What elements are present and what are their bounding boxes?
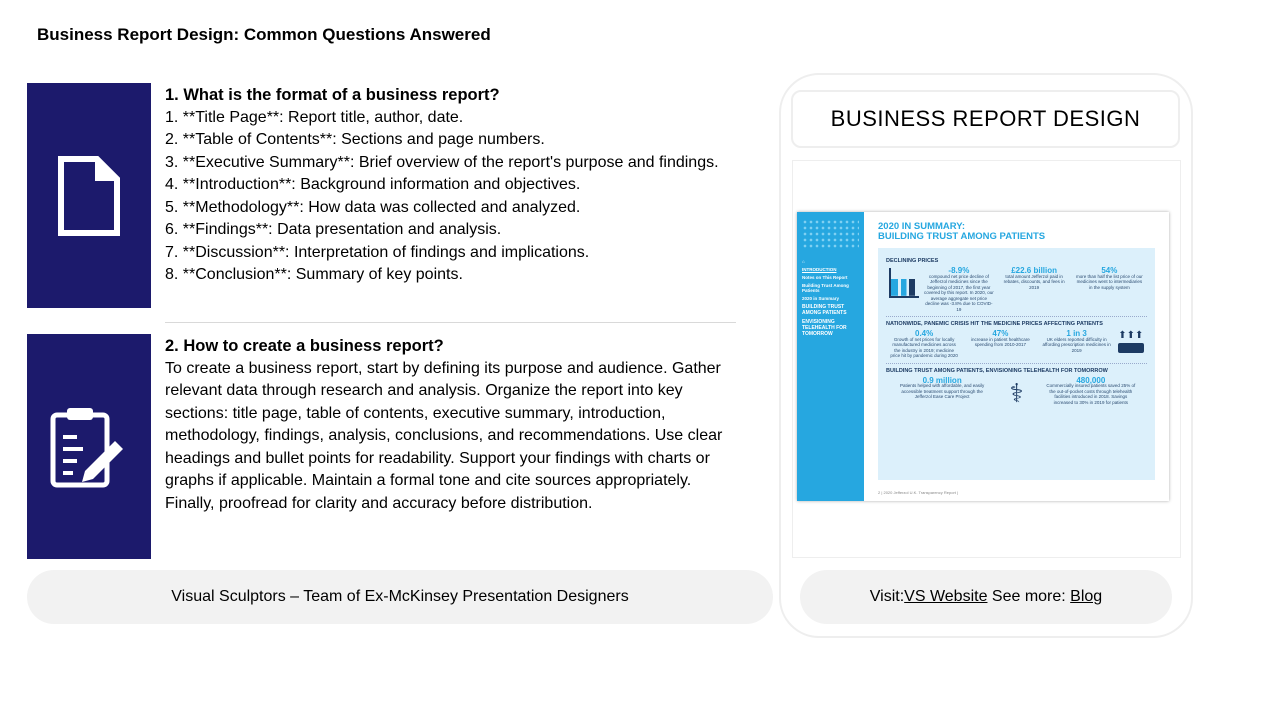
stat-desc: Patients helped with affordable, and easily accessible treatment support through the Jefferzol Ease Care Project xyxy=(900,383,985,399)
right-header: BUSINESS REPORT DESIGN xyxy=(791,90,1180,148)
report-nav: INTRODUCTION xyxy=(802,267,837,272)
stat-value: £22.6 billion xyxy=(1011,266,1058,275)
report-section: NATIONWIDE, PANEMIC CRISIS HIT THE MEDICINE PRICES AFFECTING PATIENTS xyxy=(886,321,1103,327)
format-item: 1. **Title Page**: Report title, author, date. xyxy=(165,108,464,126)
question-2 xyxy=(165,335,725,515)
report-nav: Building Trust Among Patients xyxy=(802,283,849,293)
format-item: 5. **Methodology**: How data was collected and analyzed. xyxy=(165,198,581,216)
stat-desc: Commercially insured patients saved 25% of the out-of-pocket costs through telehealth facilities introduced in 2018. Savings increased to 30% in 2019 for patients xyxy=(1046,383,1136,405)
question-2-heading: 2. How to create a business report? xyxy=(165,337,444,355)
report-nav: Notes on This Report xyxy=(802,275,848,280)
report-preview-image xyxy=(797,212,1169,501)
stat-desc: more than half the list price of our medicines went to intermediaries in the supply system xyxy=(1075,273,1143,290)
report-nav: BUILDING TRUST AMONG PATIENTS xyxy=(802,304,847,316)
report-section: DECLINING PRICES xyxy=(886,258,939,264)
document-icon xyxy=(57,155,121,237)
document-icon-box xyxy=(27,83,151,308)
report-footer: 2 | 2020 Jefferzol U.K. Transparency Report | xyxy=(878,490,959,495)
report-sidebar xyxy=(797,212,864,501)
format-item: 3. **Executive Summary**: Brief overview of the report's purpose and findings. xyxy=(165,153,719,171)
format-item: 7. **Discussion**: Interpretation of findings and implications. xyxy=(165,243,590,261)
report-panel xyxy=(878,248,1155,480)
clipboard-edit-icon xyxy=(49,405,129,489)
stat-desc: increase in patient healthcare spending from 2010-2017 xyxy=(970,336,1030,347)
footer-credit: Visual Sculptors – Team of Ex-McKinsey Presentation Designers xyxy=(27,570,773,624)
divider xyxy=(165,322,736,323)
report-title: BUILDING TRUST AMONG PATIENTS xyxy=(878,231,1046,242)
stat-desc: Growth of net prices for locally manufactured medicines across the industry in 2019; medicine price hit by pandemic during 2020 xyxy=(890,336,958,358)
stat-value: 47% xyxy=(992,329,1009,338)
stat-value: 0.9 million xyxy=(922,375,962,385)
stat-desc: compound net price decline of Jefferzol medicines since the beginning of 2017, the first year covered by this report. In 2020, our average aggregate net price decline was -3.8% due to COVID-19 xyxy=(923,273,994,312)
report-section: BUILDING TRUST AMONG PATIENTS, ENVISIONING TELEHEALTH FOR TOMORROW xyxy=(886,367,1108,374)
stat-value: 480,000 xyxy=(1076,375,1106,385)
see-more-label: See more: xyxy=(987,588,1071,605)
question-2-answer: To create a business report, start by defining its purpose and audience. Gather relevant data through research and analysis. Organize the report into key sections: title page, table of contents, executive summary, introduction, methodology, findings, analysis, conclusions, and recommendations. Use clear headings and bullet points for readability. Support your findings with charts or graphs if applicable. Maintain a formal tone and cite sources appropriately. Finally, proofread for clarity and accuracy before distribution. xyxy=(165,359,723,512)
clipboard-icon-box xyxy=(27,334,151,559)
stat-value: 54% xyxy=(1101,266,1118,275)
visit-label: Visit: xyxy=(869,588,905,605)
stat-value: 1 in 3 xyxy=(1066,329,1087,338)
format-item: 8. **Conclusion**: Summary of key points. xyxy=(165,266,463,283)
report-nav: 2020 in Summary xyxy=(802,296,840,301)
vs-website-link[interactable]: VS Website xyxy=(904,588,988,605)
report-main xyxy=(864,212,1169,501)
question-1-heading: 1. What is the format of a business report? xyxy=(165,86,500,104)
caduceus-icon: ⚕ xyxy=(1009,377,1024,408)
stat-value: 0.4% xyxy=(915,329,934,338)
chart-down-icon xyxy=(889,268,919,298)
report-nav: ENVISIONING TELEHEALTH FOR TOMORROW xyxy=(802,319,847,337)
format-item: 6. **Findings**: Data presentation and analysis. xyxy=(165,221,502,238)
report-title: 2020 IN SUMMARY: xyxy=(878,221,966,232)
format-item: 2. **Table of Contents**: Sections and page numbers. xyxy=(165,131,545,148)
footer-links xyxy=(800,570,1172,624)
money-icon: ⬆⬆⬆ xyxy=(1118,331,1144,357)
stat-desc: UK elders reported difficulty in affording prescription medicines in 2019 xyxy=(1042,336,1111,353)
home-icon: ⌂ xyxy=(802,259,805,264)
page-title: Business Report Design: Common Questions Answered xyxy=(37,25,491,44)
blog-link[interactable]: Blog xyxy=(1070,588,1103,605)
format-item: 4. **Introduction**: Background information and objectives. xyxy=(165,176,581,193)
stat-value: -8.9% xyxy=(948,266,970,275)
question-1 xyxy=(165,84,740,287)
stat-desc: total amount Jefferzol paid in rebates, discounts, and fees in 2019 xyxy=(1003,273,1065,290)
